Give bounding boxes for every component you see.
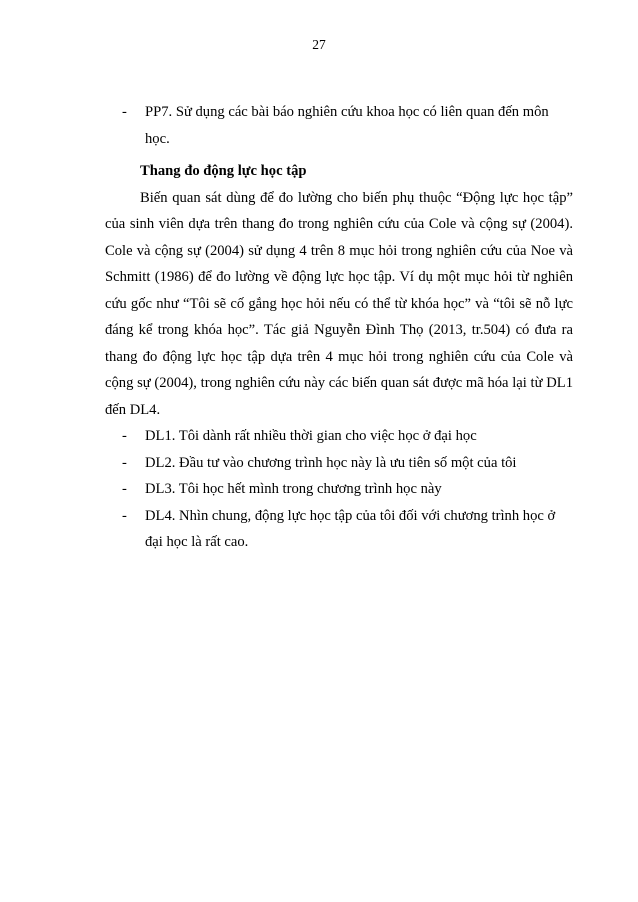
bullet-marker: - (122, 507, 127, 524)
list-item-text: DL1. Tôi dành rất nhiều thời gian cho việc học ở đại học (145, 428, 477, 444)
bullet-marker: - (122, 481, 127, 497)
document-body (105, 99, 573, 556)
list-item-dl3 (122, 476, 573, 503)
bullet-marker: - (122, 104, 127, 120)
bullet-marker: - (122, 428, 127, 444)
list-item-dl2 (122, 450, 573, 477)
section-heading: Thang đo động lực học tập (140, 163, 307, 179)
list-item-pp7 (122, 99, 573, 152)
list-item-text: PP7. Sử dụng các bài báo nghiên cứu khoa học có liên quan đến môn học. (145, 104, 549, 147)
body-paragraph: Biến quan sát dùng để đo lường cho biến phụ thuộc “Động lực học tập” của sinh viên dựa trên thang đo trong nghiên cứu của Cole và cộng sự (2004). Cole và cộng sự (2004) sử dụng 4 trên 8 mục hỏi trong nghiên cứu của Noe và Schmitt (1986) để đo lường về động lực học tập. Ví dụ một mục hỏi từ nghiên cứu gốc như “Tôi sẽ cố gắng học hỏi nếu có thể từ khóa học” và “tôi sẽ nỗ lực đáng kể trong khóa học”. Tác giả Nguyễn Đình Thọ (2013, tr.504) có đưa ra thang đo động lực học tập dựa trên 4 mục hỏi trong nghiên cứu của Cole và cộng sự (2004), trong nghiên cứu này các biến quan sát được mã hóa lại từ DL1 đến DL4. (105, 189, 573, 418)
list-item-dl4 (122, 503, 573, 556)
bullet-marker: - (122, 454, 127, 471)
list-item-dl1 (122, 423, 573, 450)
page-number: 27 (312, 37, 326, 52)
list-item-text: DL3. Tôi học hết mình trong chương trình học này (145, 481, 442, 497)
list-item-text: DL4. Nhìn chung, động lực học tập của tôi đối với chương trình học ở đại học là rất cao. (145, 507, 556, 550)
list-item-text: DL2. Đầu tư vào chương trình học này là ưu tiên số một của tôi (145, 454, 517, 471)
